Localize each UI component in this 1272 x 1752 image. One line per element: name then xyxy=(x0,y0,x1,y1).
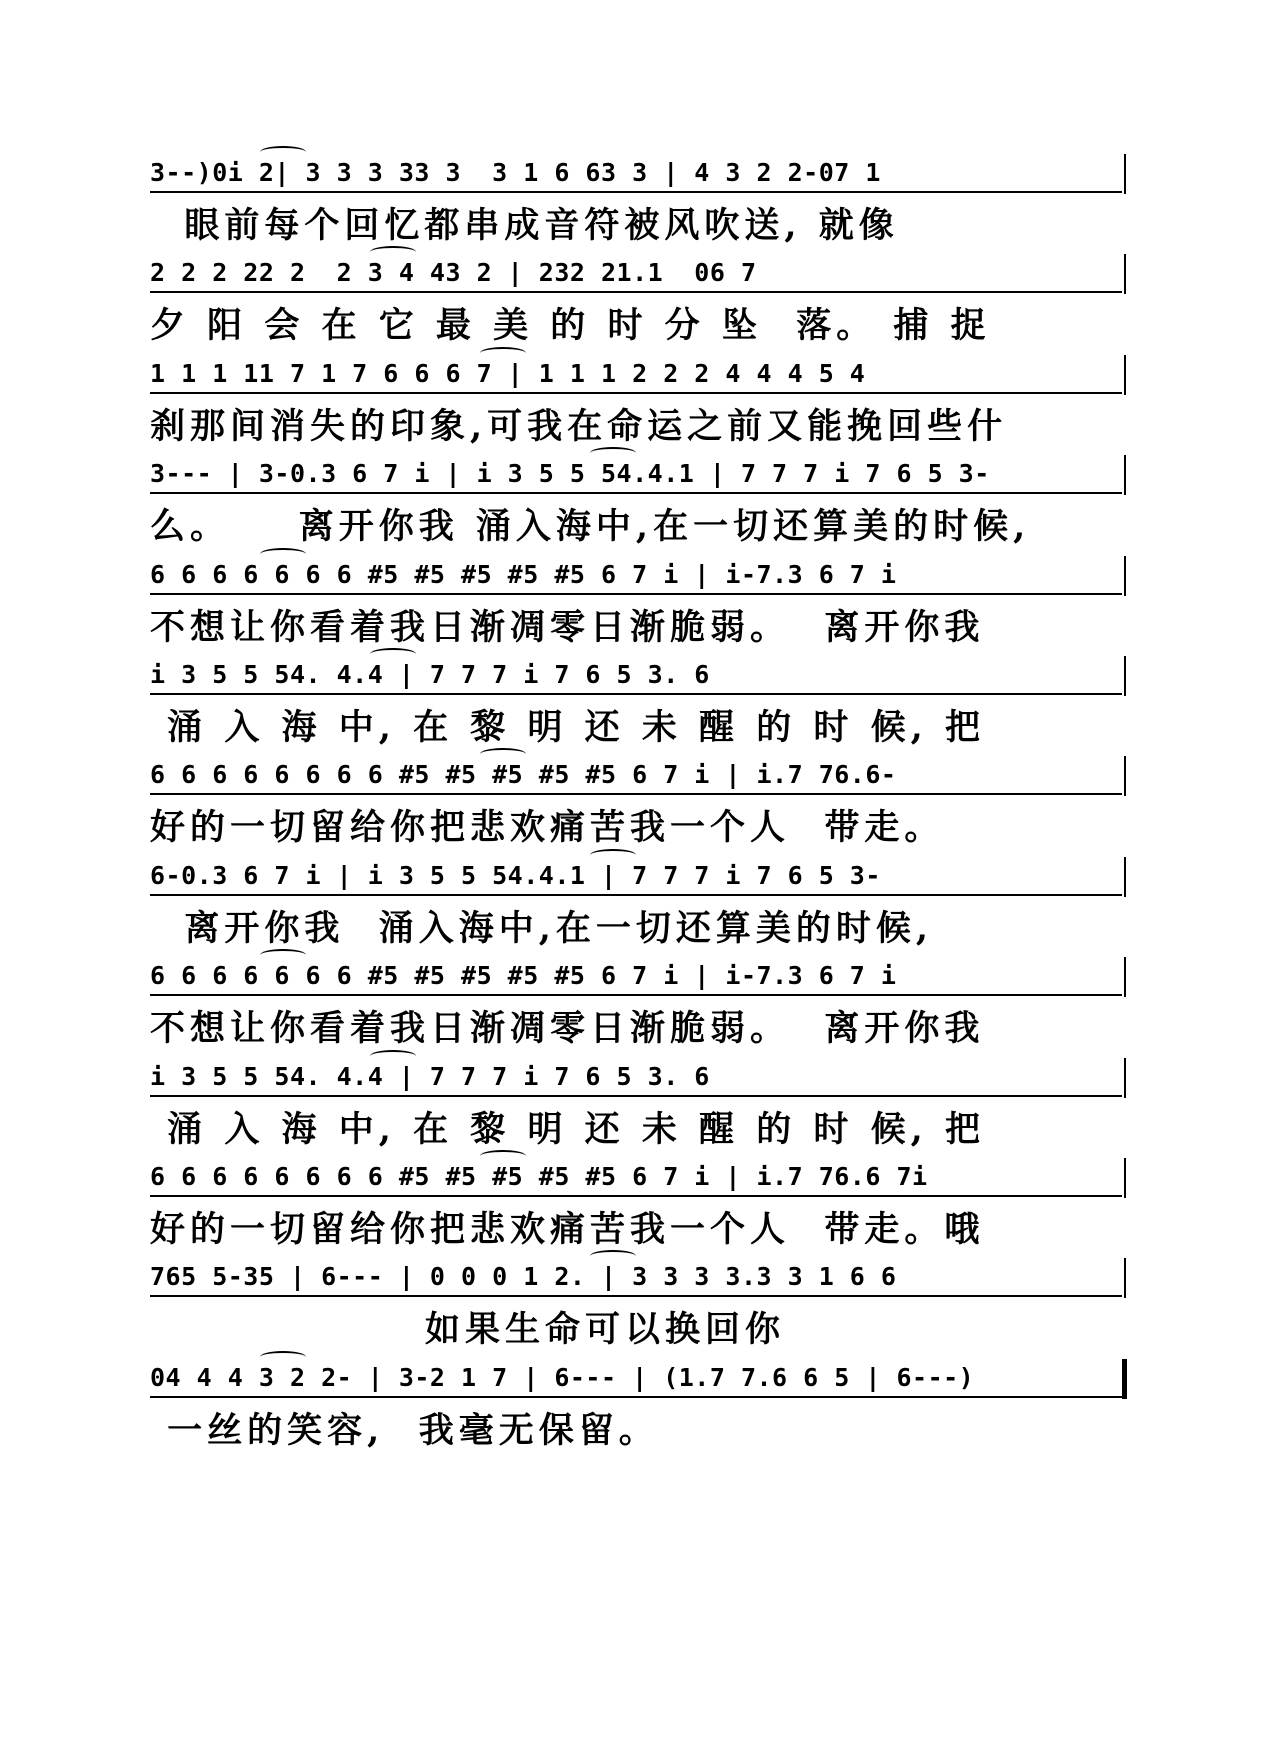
slur-mark xyxy=(370,648,416,660)
note-line: 6 6 6 6 6 6 6 6 #5 #5 #5 #5 #5 6 7 i | i.7 76.6 7i xyxy=(150,1162,1122,1197)
lyric-line: 不想让你看着我日渐凋零日渐脆弱。 离开你我 xyxy=(150,606,985,648)
note-line: 6 6 6 6 6 6 6 #5 #5 #5 #5 #5 6 7 i | i-7.3 6 7 i xyxy=(150,961,1122,996)
lyric-line: 不想让你看着我日渐凋零日渐脆弱。 离开你我 xyxy=(150,1008,985,1050)
slur-mark xyxy=(260,1351,306,1363)
slur-mark xyxy=(370,246,416,258)
lyric-line: 离开你我 涌入海中,在一切还算美的时候, xyxy=(150,907,934,949)
final-barline xyxy=(1122,1359,1127,1399)
lyric-line: 涌 入 海 中, 在 黎 明 还 未 醒 的 时 候, 把 xyxy=(150,1108,985,1150)
lyric-line: 么。 离开你我 涌入海中,在一切还算美的时候, xyxy=(150,506,1031,548)
barline xyxy=(1124,254,1126,294)
slur-mark xyxy=(590,1250,636,1262)
note-line: 765 5-35 | 6--- | 0 0 0 1 2. | 3 3 3 3.3 3 1 6 6 xyxy=(150,1262,1122,1297)
note-line: 1 1 1 11 7 1 7 6 6 6 7 | 1 1 1 2 2 2 4 4 4 5 4 xyxy=(150,359,1122,394)
barline xyxy=(1124,556,1126,596)
note-line: i 3 5 5 54. 4.4 | 7 7 7 i 7 6 5 3. 6 xyxy=(150,1062,1122,1097)
barline xyxy=(1124,1058,1126,1098)
note-line: 6-0.3 6 7 i | i 3 5 5 54.4.1 | 7 7 7 i 7 6 5 3- xyxy=(150,861,1122,896)
slur-mark xyxy=(590,447,636,459)
barline xyxy=(1124,857,1126,897)
lyric-line: 刹那间消失的印象,可我在命运之前又能挽回些什 xyxy=(150,405,1008,447)
barline xyxy=(1124,957,1126,997)
note-line: 3--)0i 2| 3 3 3 33 3 3 1 6 63 3 | 4 3 2 2-07 1 xyxy=(150,158,1122,193)
slur-mark xyxy=(480,347,526,359)
slur-mark xyxy=(260,548,306,560)
barline xyxy=(1124,455,1126,495)
slur-mark xyxy=(480,1150,526,1162)
barline xyxy=(1124,355,1126,395)
lyric-line: 眼前每个回忆都串成音符被风吹送, 就像 xyxy=(150,205,899,246)
lyric-line: 夕 阳 会 在 它 最 美 的 时 分 坠 落。 捕 捉 xyxy=(150,305,991,347)
barline xyxy=(1124,1158,1126,1198)
lyric-line: 好的一切留给你把悲欢痛苦我一个人 带走。 xyxy=(150,807,945,849)
note-line: 04 4 4 3 2 2- | 3-2 1 7 | 6--- | (1.7 7.6 6 5 | 6---) xyxy=(150,1363,1122,1398)
slur-mark xyxy=(590,849,636,861)
lyric-line: 好的一切留给你把悲欢痛苦我一个人 带走。哦 xyxy=(150,1209,985,1250)
barline xyxy=(1124,1258,1126,1298)
lyric-line: 一丝的笑容, 我毫无保留。 xyxy=(150,1409,659,1451)
note-line: i 3 5 5 54. 4.4 | 7 7 7 i 7 6 5 3. 6 xyxy=(150,660,1122,695)
note-line: 2 2 2 22 2 2 3 4 43 2 | 232 21.1 06 7 xyxy=(150,258,1122,293)
slur-mark xyxy=(480,748,526,760)
barline xyxy=(1124,154,1126,194)
note-line: 6 6 6 6 6 6 6 #5 #5 #5 #5 #5 6 7 i | i-7.3 6 7 i xyxy=(150,560,1122,595)
lyric-line: 涌 入 海 中, 在 黎 明 还 未 醒 的 时 候, 把 xyxy=(150,707,985,748)
note-line: 6 6 6 6 6 6 6 6 #5 #5 #5 #5 #5 6 7 i | i.7 76.6- xyxy=(150,760,1122,795)
note-line: 3--- | 3-0.3 6 7 i | i 3 5 5 54.4.1 | 7 7 7 i 7 6 5 3- xyxy=(150,459,1122,494)
slur-mark xyxy=(260,146,306,158)
lyric-line: 如果生命可以换回你 xyxy=(150,1309,785,1351)
slur-mark xyxy=(370,1050,416,1062)
slur-mark xyxy=(260,949,306,961)
barline xyxy=(1124,756,1126,796)
barline xyxy=(1124,656,1126,696)
